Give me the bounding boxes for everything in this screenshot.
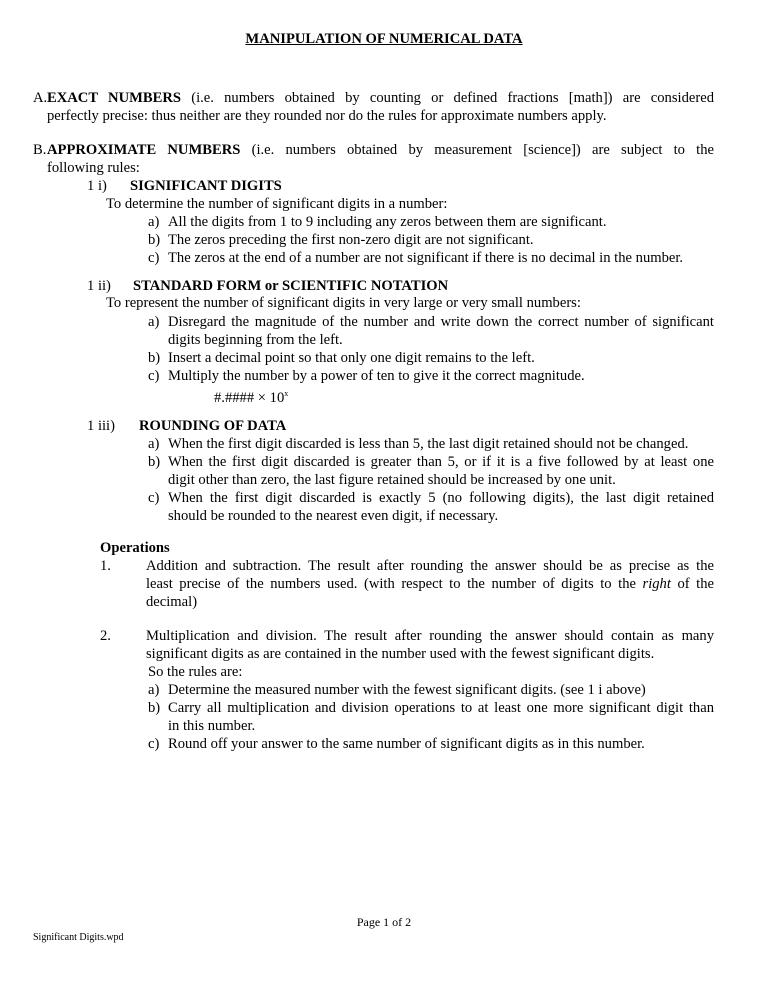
text: (i.e. numbers obtained by counting or defined fractions [math]) are considered — [181, 90, 714, 106]
italic-text: right — [642, 576, 671, 592]
list-item: When the first digit discarded is less than 5, the last digit retained should not be changed. — [168, 436, 689, 452]
list-marker: b) — [148, 232, 161, 248]
list-marker: a) — [148, 682, 160, 698]
formula-text: #.#### × 10 — [214, 389, 285, 406]
section-a-heading: EXACT NUMBERS — [47, 90, 182, 106]
formula-exponent: x — [284, 389, 289, 398]
list-item: Multiply the number by a power of ten to give it the correct magnitude. — [168, 368, 585, 384]
list-item: Determine the measured number with the fewest significant digits. (see 1 i above) — [168, 682, 646, 698]
text: of the — [670, 576, 714, 592]
section-a-line2: perfectly precise: thus neither are they rounded nor do the rules for approximate numbers apply. — [47, 108, 607, 124]
sig-num: 1 i) — [87, 178, 107, 194]
page-title: MANIPULATION OF NUMERICAL DATA — [245, 31, 523, 47]
list-item: When the first digit discarded is greater than 5, or if it is a five followed by at least one — [168, 454, 714, 470]
list-item: When the first digit discarded is exactly 5 (no following digits), the last digit retained — [168, 490, 714, 506]
section-b-heading: APPROXIMATE NUMBERS — [47, 142, 241, 158]
list-item: The zeros preceding the first non-zero digit are not significant. — [168, 232, 534, 248]
list-item-cont: digits beginning from the left. — [168, 332, 343, 348]
list-item-cont: decimal) — [146, 594, 198, 610]
page-number: Page 1 of 2 — [356, 915, 412, 929]
list-marker: a) — [148, 436, 160, 452]
list-marker: c) — [148, 736, 160, 752]
section-b-marker: B. — [33, 142, 47, 158]
list-marker: c) — [148, 368, 160, 384]
list-item-cont: significant digits as are contained in the number used with the fewest significant digits. — [146, 646, 655, 662]
list-marker: a) — [148, 314, 160, 330]
section-b-line2: following rules: — [47, 160, 140, 176]
list-item: Multiplication and division. The result after rounding the answer should contain as many — [146, 628, 714, 644]
rnd-num: 1 iii) — [87, 418, 115, 434]
std-heading: STANDARD FORM or SCIENTIFIC NOTATION — [133, 278, 449, 294]
std-num: 1 ii) — [87, 278, 111, 294]
section-b-line1 — [47, 141, 714, 159]
list-marker: a) — [148, 214, 160, 230]
sig-heading: SIGNIFICANT DIGITS — [130, 178, 282, 194]
list-item: Disregard the magnitude of the number and write down the correct number of significant — [168, 314, 714, 330]
section-a-line1 — [47, 89, 714, 107]
footer-filename: Significant Digits.wpd — [33, 932, 124, 943]
list-item: Round off your answer to the same number of significant digits as in this number. — [168, 736, 645, 752]
list-item: Carry all multiplication and division operations to at least one more significant digit than — [168, 700, 714, 716]
rnd-heading: ROUNDING OF DATA — [139, 418, 287, 434]
std-intro: To represent the number of significant digits in very large or very small numbers: — [106, 295, 581, 311]
list-marker: 2. — [100, 628, 111, 644]
list-marker: b) — [148, 350, 161, 366]
list-item-cont — [146, 575, 714, 593]
list-marker: b) — [148, 700, 161, 716]
list-item: The zeros at the end of a number are not significant if there is no decimal in the number. — [168, 250, 684, 266]
list-marker: c) — [148, 490, 160, 506]
list-marker: b) — [148, 454, 161, 470]
list-item: Insert a decimal point so that only one digit remains to the left. — [168, 350, 535, 366]
list-item: Addition and subtraction. The result after rounding the answer should be as precise as the — [146, 558, 714, 574]
section-a-marker: A. — [33, 90, 48, 106]
list-item: All the digits from 1 to 9 including any zeros between them are significant. — [168, 214, 607, 230]
text: least precise of the numbers used. (with respect to the number of digits to the — [146, 576, 643, 592]
list-marker: c) — [148, 250, 160, 266]
list-marker: 1. — [100, 558, 111, 574]
list-item-cont: should be rounded to the nearest even digit, if necessary. — [168, 508, 499, 524]
sig-intro: To determine the number of significant digits in a number: — [106, 196, 448, 212]
list-item-cont: So the rules are: — [148, 664, 243, 680]
list-item-cont: digit other than zero, the last figure retained should be increased by one unit. — [168, 472, 616, 488]
text: (i.e. numbers obtained by measurement [science]) are subject to the — [240, 142, 714, 158]
operations-heading: Operations — [100, 540, 170, 556]
formula — [214, 385, 288, 407]
list-item-cont: in this number. — [168, 718, 256, 734]
